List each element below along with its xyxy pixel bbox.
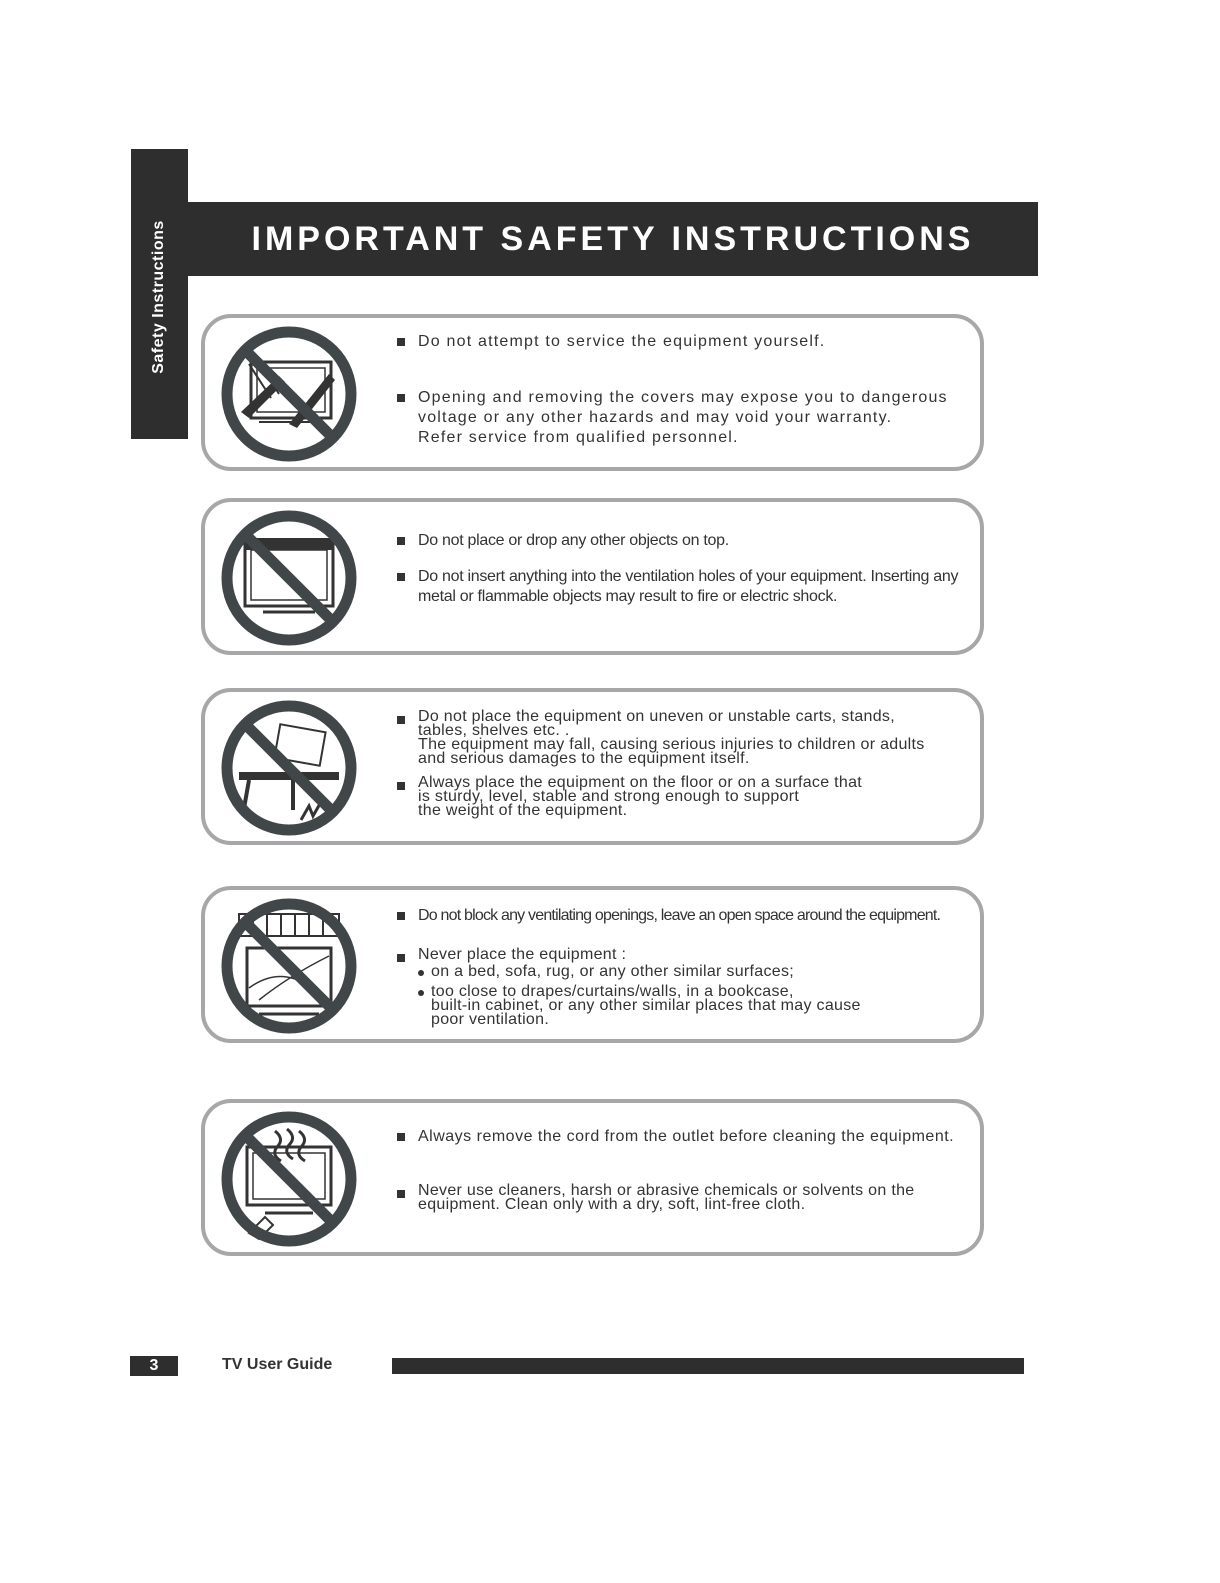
sub-list-item: on a bed, sofa, rug, or any other similar surfaces; [418,965,970,979]
bullet-square-icon [397,1133,405,1141]
safety-panel-objects [201,498,984,655]
bullet-square-icon [397,716,405,724]
guide-title: TV User Guide [222,1356,333,1373]
safety-panel-unstable [201,688,984,845]
bullet-square-icon [397,912,405,920]
no-unstable-surface-icon [219,698,359,838]
bullet-square-icon [397,954,405,962]
no-chemical-cleaners-icon [219,1109,359,1249]
bullet-square-icon [397,782,405,790]
list-item: Never place the equipment : [397,948,970,962]
list-item: Never use cleaners, harsh or abrasive chemicals or solvents on the equipment. Clean only with a dry, soft, lint-free cloth. [397,1184,970,1212]
sub-list-item: too close to drapes/curtains/walls, in a bookcase, built-in cabinet, or any other similar places that may cause poor ventilation. [418,985,970,1027]
no-objects-on-top-icon [219,508,359,648]
list-item: Opening and removing the covers may expose you to dangerous voltage or any other hazards and may void your warranty. Refer service from qualified personnel. [397,388,970,448]
list-item: Do not insert anything into the ventilation holes of your equipment. Inserting any metal or flammable objects may result to fire or electric shock. [397,567,970,607]
title-bar [188,202,1038,276]
bullet-square-icon [397,537,405,545]
bullet-square-icon [397,1190,405,1198]
bullet-dot-icon [418,990,424,996]
safety-panel-cleaning [201,1099,984,1256]
no-blocked-ventilation-icon [219,896,359,1036]
list-item: Do not attempt to service the equipment yourself. [397,332,970,352]
bullet-square-icon [397,338,405,346]
bullet-square-icon [397,573,405,581]
footer-bar [392,1358,1024,1374]
list-item: Do not place the equipment on uneven or unstable carts, stands, tables, shelves etc. . The equipment may fall, causing serious injuries to children or adults and serious damages to the equipment itself. [397,710,970,766]
side-tab-label: Safety Instructions [150,220,167,374]
safety-panel-service [201,314,984,471]
page-number: 3 [130,1356,178,1376]
list-item: Always place the equipment on the floor or on a surface that is sturdy, level, stable and strong enough to support the weight of the equipment. [397,776,970,818]
no-service-icon [219,324,359,464]
bullet-dot-icon [418,970,424,976]
list-item: Always remove the cord from the outlet before cleaning the equipment. [397,1127,970,1147]
safety-panel-ventilation [201,886,984,1043]
list-item: Do not block any ventilating openings, leave an open space around the equipment. [397,906,970,926]
side-tab [131,149,188,439]
bullet-square-icon [397,394,405,402]
list-item: Do not place or drop any other objects on top. [397,531,970,551]
page-title: IMPORTANT SAFETY INSTRUCTIONS [251,220,975,258]
